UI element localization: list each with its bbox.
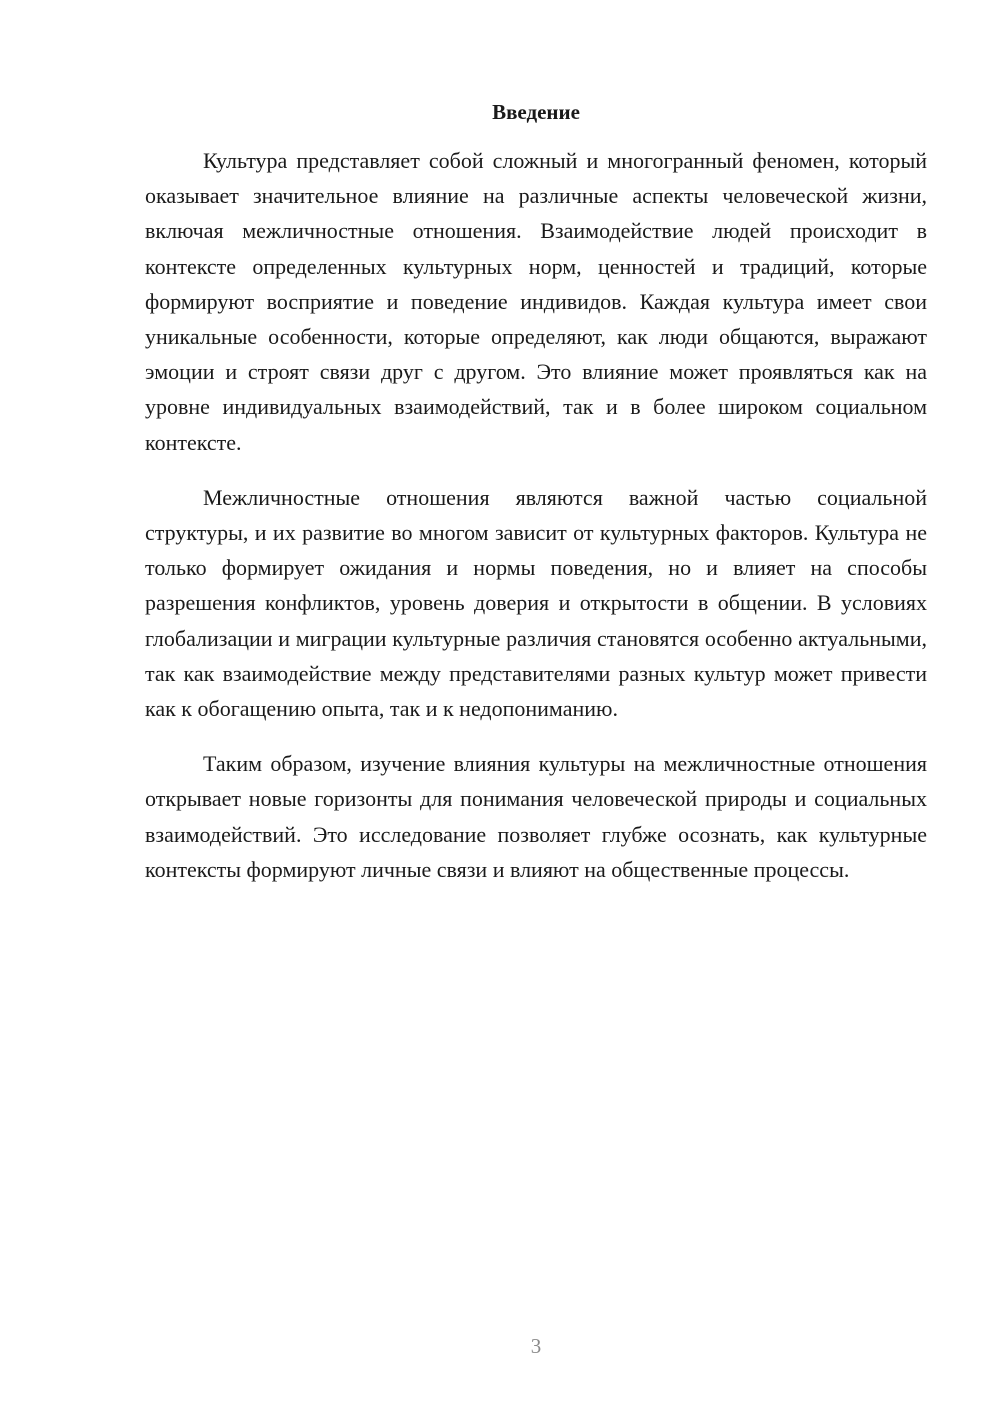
paragraph-1: Культура представляет собой сложный и многогранный феномен, который оказывает значительное влияние на различные аспекты человеческой жизни, включая межличностные отношения. Взаимодействие людей происходит в контексте определенных культурных норм, ценностей и традиций, которые формируют восприятие и поведение индивидов. Каждая культура имеет свои уникальные особенности, которые определяют, как люди общаются, выражают эмоции и строят связи друг с другом. Это влияние может проявляться как на уровне индивидуальных взаимодействий, так и в более широком социальном контексте. — [145, 148, 927, 455]
paragraph-2: Межличностные отношения являются важной частью социальной структуры, и их развитие во многом зависит от культурных факторов. Культура не только формирует ожидания и нормы поведения, но и влияет на способы разрешения конфликтов, уровень доверия и открытости в общении. В условиях глобализации и миграции культурные различия становятся особенно актуальными, так как взаимодействие между представителями разных культур может привести как к обогащению опыта, так и к недопониманию. — [145, 484, 927, 722]
page-number: 3 — [530, 1334, 542, 1358]
page-title: Введение — [492, 100, 580, 124]
document-body — [145, 143, 927, 907]
paragraph-3: Таким образом, изучение влияния культуры на межличностные отношения открывает новые горизонты для понимания человеческой природы и социальных взаимодействий. Это исследование позволяет глубже осознать, как культурные контексты формируют личные связи и влияют на общественные процессы. — [145, 751, 927, 882]
